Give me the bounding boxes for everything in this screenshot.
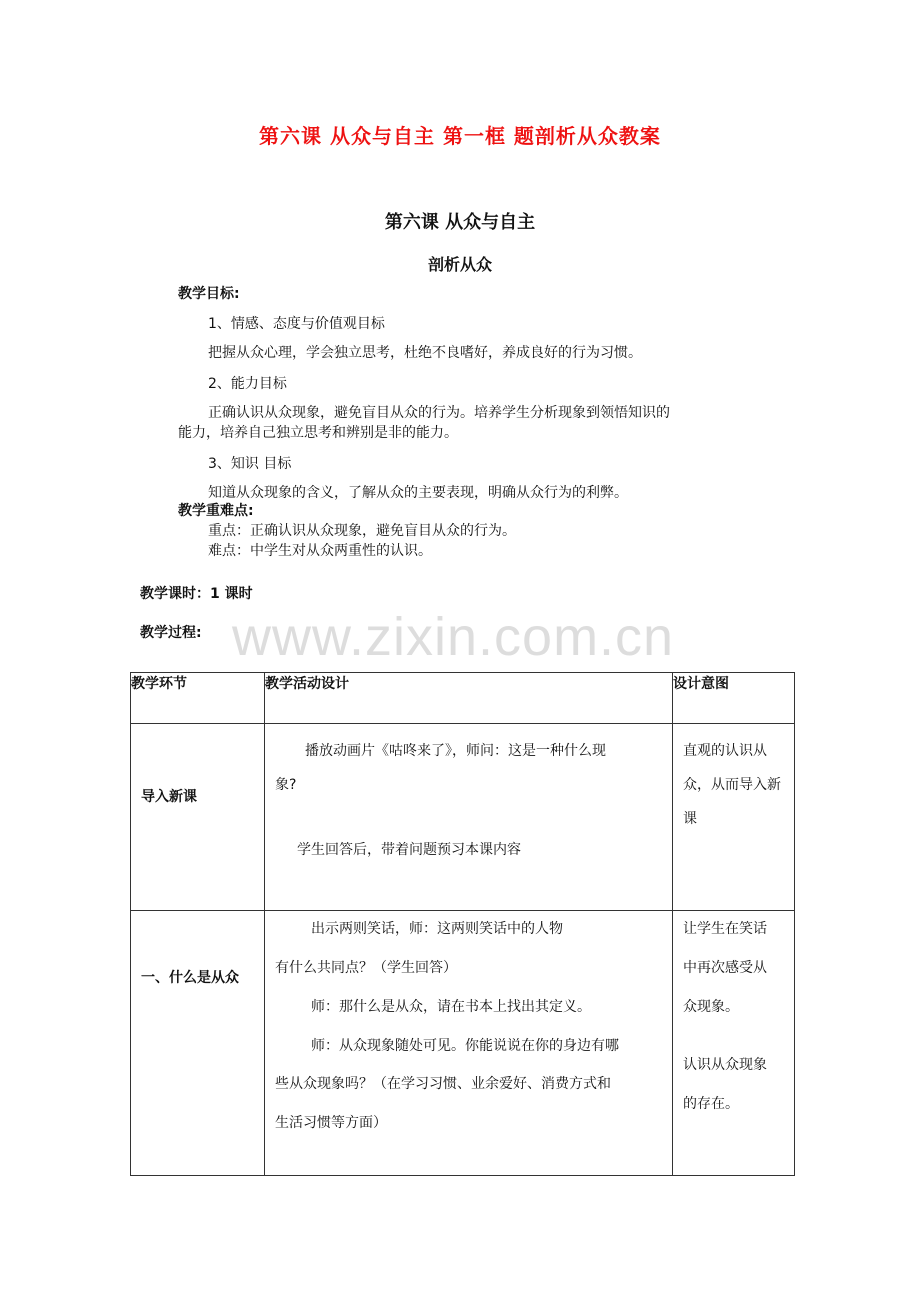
table-row xyxy=(131,724,795,911)
activity-cell xyxy=(265,724,673,911)
stage-label: 一、什么是从众 xyxy=(141,970,239,986)
intent-line: 的存在。 xyxy=(683,1096,739,1112)
table-row xyxy=(131,911,795,1176)
document-title: 第六课 从众与自主 第一框 题剖析从众教案 xyxy=(259,124,661,148)
activity-line: 出示两则笑话，师：这两则笑话中的人物 xyxy=(311,921,563,937)
activity-cell xyxy=(265,911,673,1176)
table-header-row xyxy=(131,673,795,724)
intent-cell xyxy=(673,724,795,911)
activity-line: 学生回答后，带着问题预习本课内容 xyxy=(297,842,521,858)
objective-1-text: 把握从众心理，学会独立思考，杜绝不良嗜好，养成良好的行为习惯。 xyxy=(208,345,642,361)
difficult-point: 难点：中学生对从众两重性的认识。 xyxy=(208,543,432,559)
objective-1-title: 1、情感、态度与价值观目标 xyxy=(208,316,385,332)
objective-2-text-line2: 能力，培养自己独立思考和辨别是非的能力。 xyxy=(178,425,458,441)
activity-line: 些从众现象吗？（在学习习惯、业余爱好、消费方式和 xyxy=(275,1076,611,1092)
activity-line: 生活习惯等方面） xyxy=(275,1115,387,1131)
header-activity: 教学活动设计 xyxy=(265,673,673,724)
intent-line: 认识从众现象 xyxy=(683,1057,767,1073)
watermark: www.zixin.com.cn xyxy=(232,607,675,667)
header-stage: 教学环节 xyxy=(131,673,265,724)
intent-line: 中再次感受从 xyxy=(683,960,767,976)
intent-line: 众现象。 xyxy=(683,999,739,1015)
lesson-plan-table xyxy=(130,672,795,1176)
activity-line: 有什么共同点？（学生回答） xyxy=(275,960,457,976)
objective-3-text: 知道从众现象的含义，了解从众的主要表现，明确从众行为的利弊。 xyxy=(208,485,628,501)
intent-line: 众，从而导入新 xyxy=(683,777,781,793)
process-heading: 教学过程: xyxy=(140,625,202,641)
activity-line: 师：那什么是从众，请在书本上找出其定义。 xyxy=(311,999,591,1015)
intent-line: 直观的认识从 xyxy=(683,743,767,759)
stage-cell xyxy=(131,724,265,911)
intent-cell xyxy=(673,911,795,1176)
section-title: 剖析从众 xyxy=(427,255,492,274)
objective-2-text-line1: 正确认识从众现象，避免盲目从众的行为。培养学生分析现象到领悟知识的 xyxy=(208,405,670,421)
header-intent: 设计意图 xyxy=(673,673,795,724)
class-hours: 教学课时：1 课时 xyxy=(140,586,253,602)
activity-line: 师：从众现象随处可见。你能说说在你的身边有哪 xyxy=(311,1038,619,1054)
activity-line: 象? xyxy=(275,777,297,793)
objectives-heading: 教学目标: xyxy=(178,286,240,302)
lesson-title: 第六课 从众与自主 xyxy=(384,212,536,233)
activity-line: 播放动画片《咕咚来了》，师问：这是一种什么现 xyxy=(305,743,606,759)
intent-line: 课 xyxy=(683,811,697,827)
objective-2-title: 2、能力目标 xyxy=(208,376,287,392)
stage-label: 导入新课 xyxy=(141,789,197,805)
intent-line: 让学生在笑话 xyxy=(683,921,767,937)
key-points-heading: 教学重难点: xyxy=(178,503,254,519)
key-point: 重点：正确认识从众现象，避免盲目从众的行为。 xyxy=(208,523,516,539)
stage-cell xyxy=(131,911,265,1176)
objective-3-title: 3、知识 目标 xyxy=(208,456,292,472)
